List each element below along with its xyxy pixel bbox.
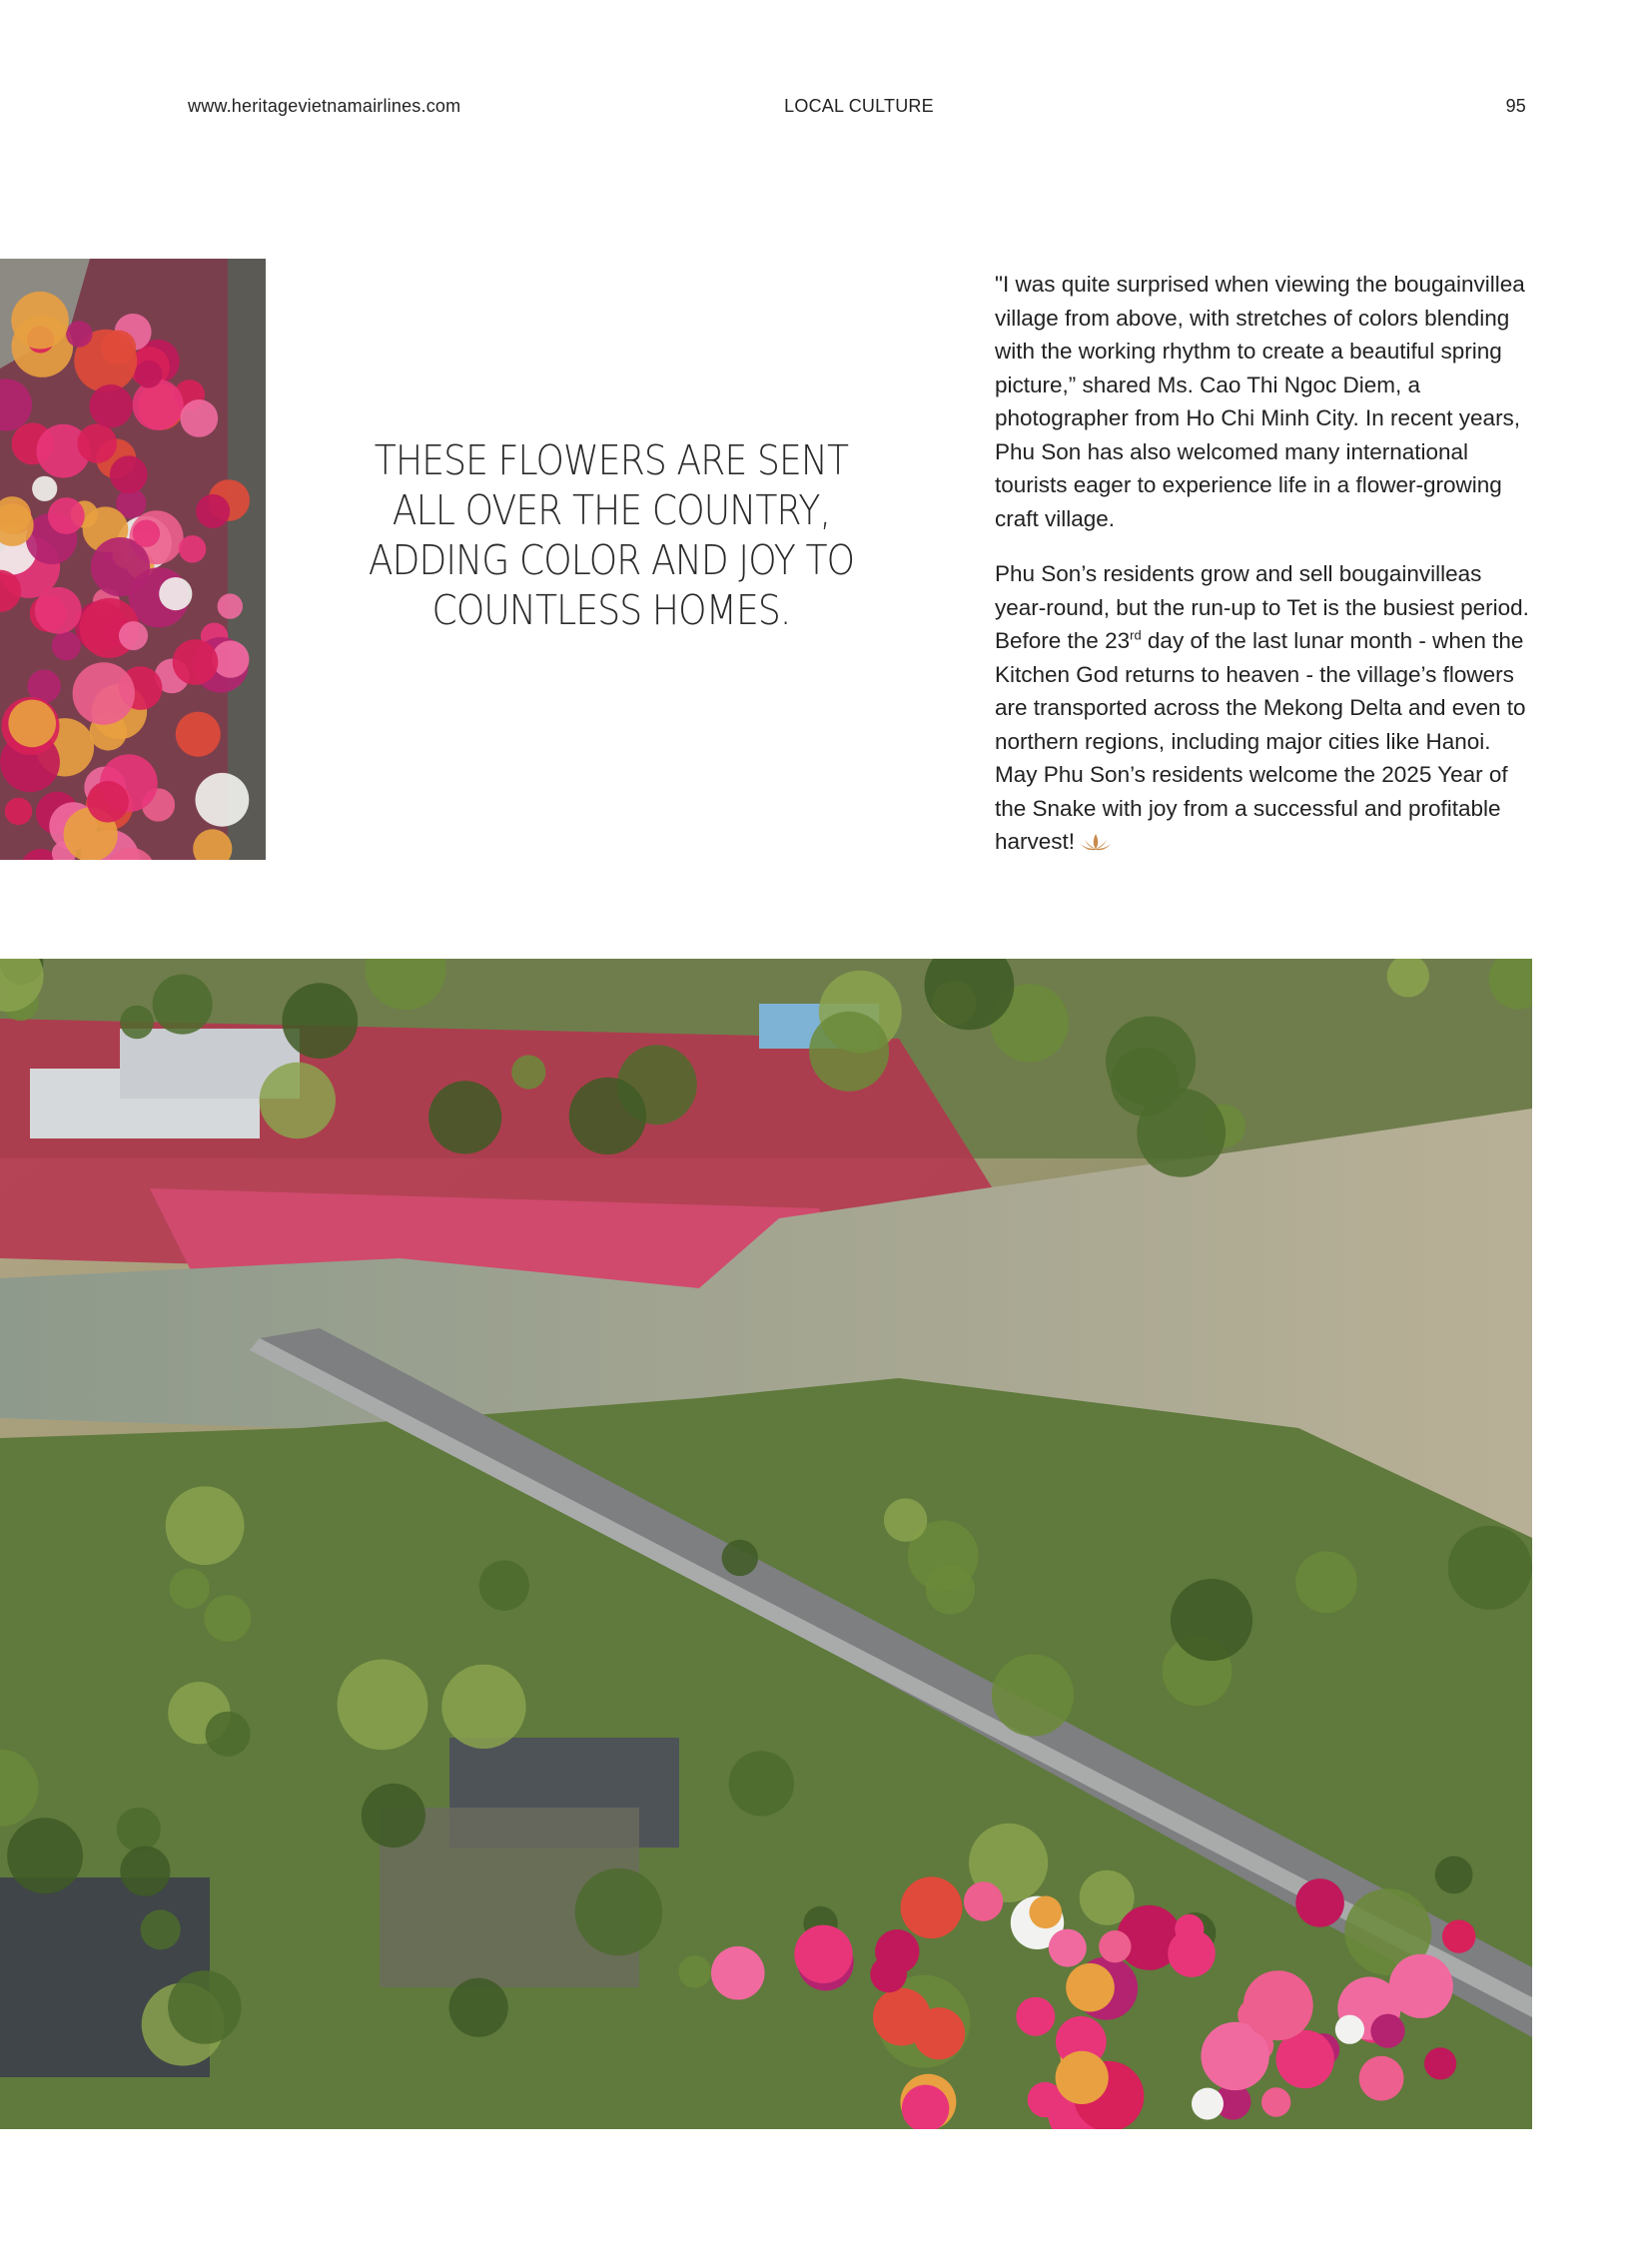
page-number: 95	[1505, 96, 1526, 116]
flower-pots-illustration	[0, 259, 266, 860]
aerial-village-illustration	[0, 959, 1532, 2129]
article-body	[995, 268, 1534, 884]
lotus-icon	[1081, 828, 1111, 862]
site-url: www.heritagevietnamairlines.com	[188, 96, 461, 116]
pull-quote: THESE FLOWERS ARE SENT ALL OVER THE COUNTRY, ADDING COLOR AND JOY TO COUNTLESS HOMES.	[368, 436, 855, 634]
paragraph-2: Phu Son’s residents grow and sell bougainvilleas year-round, but the run-up to Tet is the busiest period. Before the 23rd day of the last lunar month - when the Kitchen God returns to heaven - the village’s flowers are transported across the Mekong Delta and even to northern regions, including major cities like Hanoi. May Phu Son’s residents welcome the 2025 Year of the Snake with joy from a successful and profitable harvest!	[995, 557, 1534, 862]
aerial-village-photo	[0, 959, 1532, 2129]
paragraph-1: "I was quite surprised when viewing the bougainvillea village from above, with stretches of colors blending with the working rhythm to create a beautiful spring picture,” shared Ms. Cao Thi Ngoc Diem, a photographer from Ho Chi Minh City. In recent years, Phu Son has also welcomed many international tourists eager to experience life in a flower-growing craft village.	[995, 272, 1525, 531]
ordinal-suffix: rd	[1130, 627, 1142, 643]
section-label: LOCAL CULTURE	[784, 96, 934, 116]
flower-pots-photo	[0, 259, 266, 860]
